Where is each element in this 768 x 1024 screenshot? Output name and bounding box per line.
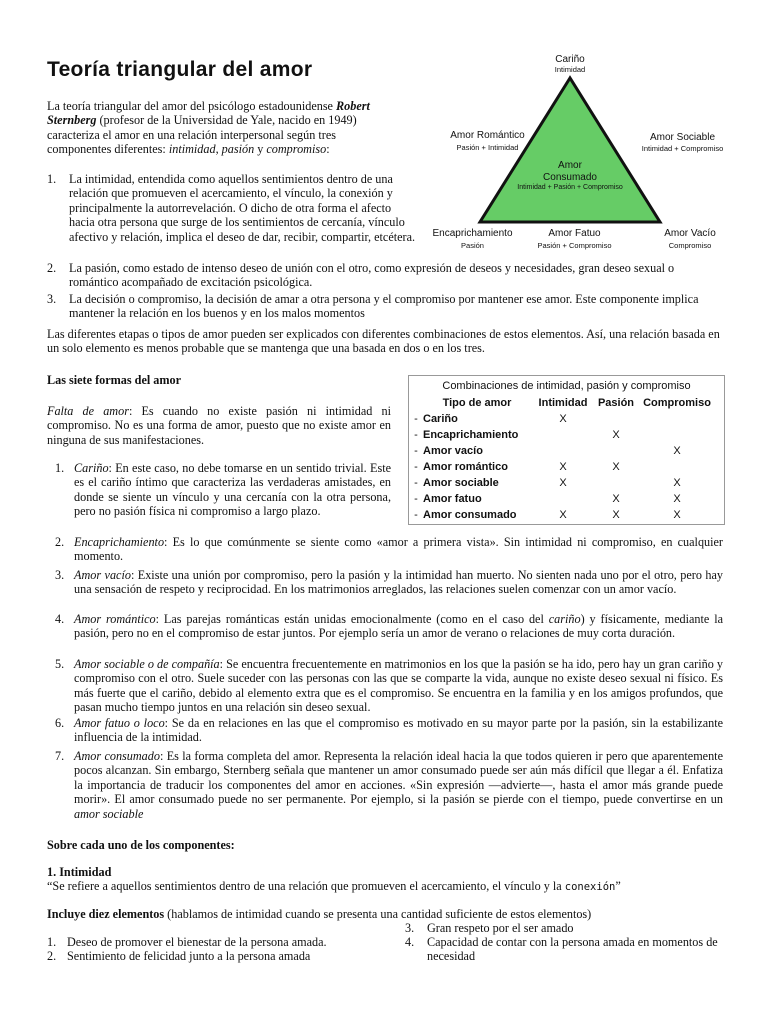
- element-item: 4. Capacidad de contar con la persona amada en momentos de necesidad: [405, 935, 718, 964]
- component-item: 2. La pasión, como estado de intenso deseo de unión con el otro, como expresión de deseos y necesidades, gran deseo sexual o romántico acompañado de excitación psicológica.: [47, 261, 675, 290]
- author-name: Robert Sternberg: [47, 99, 370, 128]
- intro-paragraph: La teoría triangular del amor del psicólogo estadounidense Robert Sternberg (profesor de la Universidad de Yale, nacido en 1949) caracteriza el amor en una relación interpersonal según tres componentes diferentes: intimidad, pasión y compromiso:: [47, 99, 370, 157]
- combinations-caption: Combinaciones de intimidad, pasión y compromiso: [442, 380, 691, 392]
- triangle-bottom-left-sub: Pasión: [461, 241, 484, 250]
- element-item: 1. Deseo de promover el bienestar de la persona amada.: [47, 935, 327, 949]
- triangle-right-sub: Intimidad + Compromiso: [641, 144, 724, 153]
- form-item-1: 1. Cariño: En este caso, no debe tomarse en un sentido trivial. Este es el cariño íntimo que caracteriza las verdaderas amistades, en donde se siente un vínculo y una cercanía con la otra persona, pero no pasión física ni compromiso a largo plazo.: [55, 461, 391, 519]
- triangle-bottom-mid-label: Amor Fatuo: [548, 228, 601, 239]
- table-row: - Amor vacío X: [414, 445, 681, 457]
- intimidad-quote: “Se refiere a aquellos sentimientos dentro de una relación que promueven el acercamiento, el vínculo y la conexión”: [47, 879, 621, 893]
- form-item-2: 2. Encaprichamiento: Es lo que comúnmente se siente como «amor a primera vista». Sin intimidad ni compromiso, en cualquier momento.: [55, 535, 723, 564]
- table-header-row: [409, 395, 717, 411]
- table-row: - Encaprichamiento X: [414, 429, 620, 441]
- combinations-table: [408, 375, 725, 525]
- header-pasion: Pasión: [597, 397, 635, 409]
- table-row: - Amor sociable X X: [414, 477, 681, 489]
- table-row: - Amor romántico X X: [414, 461, 620, 473]
- triangle-top-sub: Intimidad: [554, 65, 586, 74]
- header-intimidad: Intimidad: [538, 397, 588, 409]
- triangle-center-sub: Intimidad + Pasión + Compromiso: [517, 184, 623, 191]
- triangle-right-label: Amor Sociable: [649, 132, 716, 143]
- triangle-bottom-mid-sub: Pasión + Compromiso: [537, 241, 612, 250]
- table-row: - Cariño X: [414, 413, 567, 425]
- triangle-diagram: [420, 50, 760, 255]
- table-row: - Amor consumado X X X: [414, 509, 681, 521]
- stages-paragraph: Las diferentes etapas o tipos de amor pueden ser explicados con diferentes combinaciones de estos elementos. Así, una relación basada en un solo elemento es menos probable que se mantenga que una basada en dos o en los tres.: [47, 327, 720, 356]
- falta-paragraph: Falta de amor: Es cuando no existe pasión ni intimidad ni compromiso. No es una forma de amor, puesto que no existe amor en ninguna de sus manifestaciones.: [47, 404, 391, 447]
- triangle-bottom-right-label: Amor Vacío: [664, 228, 716, 239]
- form-item-7: 7. Amor consumado: Es la forma completa del amor. Representa la relación ideal hacia la que todos quieren ir pero que aparentemente pocos alcanzan. Sin embargo, Sternberg señala que mantener un amor consumado puede ser aún más difícil que llegar a él. Enfatiza la importancia de traducir los componentes del amor en acciones. «Sin expresión —advierte—, hasta el amor más grande puede morir». El amor consumado puede no ser permanente. Por ejemplo, si la pasión se pierde con el tiempo, puede convertirse en un amor sociable: [55, 749, 723, 821]
- table-row: - Amor fatuo X X: [414, 493, 681, 505]
- form-item-4: 4. Amor romántico: Las parejas románticas están unidas emocionalmente (como en el caso del cariño) y físicamente, mediante la pasión, pero no en el compromiso de estar juntos. Por ejemplo sería un amor de verano o relaciones de muy corta duración.: [55, 612, 723, 641]
- seven-forms-heading: Las siete formas del amor: [47, 373, 182, 387]
- triangle-top-label: Cariño: [555, 54, 585, 65]
- page-title: Teoría triangular del amor: [47, 58, 313, 81]
- triangle-bottom-right-sub: Compromiso: [668, 241, 712, 250]
- form-item-5: 5. Amor sociable o de compañía: Se encuentra frecuentemente en matrimonios en los que la pasión se ha ido, pero hay un gran cariño y compromiso con el otro. Suele suceder con las personas con las que se comparte la vida, aunque no existe deseo sexual ni físico. Es más fuerte que el cariño, debido al elemento extra que es el compromiso. Se encuentra en la familia y en los amigos profundos, que pasan mucho tiempo juntos en una relación sin deseo sexual.: [55, 657, 723, 715]
- ten-elements-line: Incluye diez elementos (hablamos de intimidad cuando se presenta una cantidad suficiente de estos elementos): [47, 907, 592, 921]
- header-tipo: Tipo de amor: [442, 397, 512, 409]
- element-item: 2. Sentimiento de felicidad junto a la persona amada: [47, 949, 311, 963]
- form-item-6: 6. Amor fatuo o loco: Se da en relaciones en las que el compromiso es motivado en su mayor parte por la pasión, sin la estabilizante influencia de la intimidad.: [55, 716, 724, 745]
- triangle-bottom-left-label: Encaprichamiento: [432, 228, 513, 239]
- triangle-left-label: Amor Romántico: [450, 130, 525, 141]
- triangle-center-label: Amor: [558, 160, 582, 171]
- components-heading: Sobre cada uno de los componentes:: [47, 838, 235, 852]
- combinations-grid: [409, 395, 717, 523]
- triangle-left-sub: Pasión + Intimidad: [456, 143, 519, 152]
- element-item: 3. Gran respeto por el ser amado: [405, 921, 574, 935]
- component-item: 1. La intimidad, entendida como aquellos sentimientos dentro de una relación que promueven el acercamiento, el vínculo, la conexión y principalmente la autorrevelación. O dicho de otra forma el afecto hacia otra persona que surge de los sentimientos de cercanía, vínculo afectivo y relación, implica el deseo de dar, recibir, compartir, etcétera.: [47, 172, 416, 244]
- form-item-3: 3. Amor vacío: Existe una unión por compromiso, pero la pasión y la intimidad han muerto. No sienten nada uno por el otro, pero hay una sensación de respeto y reciprocidad. En los matrimonios arreglados, las relaciones suelen comenzar con un amor vacío.: [55, 568, 723, 597]
- intimidad-subheading: 1. Intimidad: [47, 865, 112, 879]
- triangle-center-label2: Consumado: [543, 172, 597, 183]
- component-item: 3. La decisión o compromiso, la decisión de amar a otra persona y el compromiso por mantener ese amor. Este componente implica mantener la relación en los buenos y en los malos momentos: [47, 292, 699, 321]
- header-compromiso: Compromiso: [643, 397, 711, 409]
